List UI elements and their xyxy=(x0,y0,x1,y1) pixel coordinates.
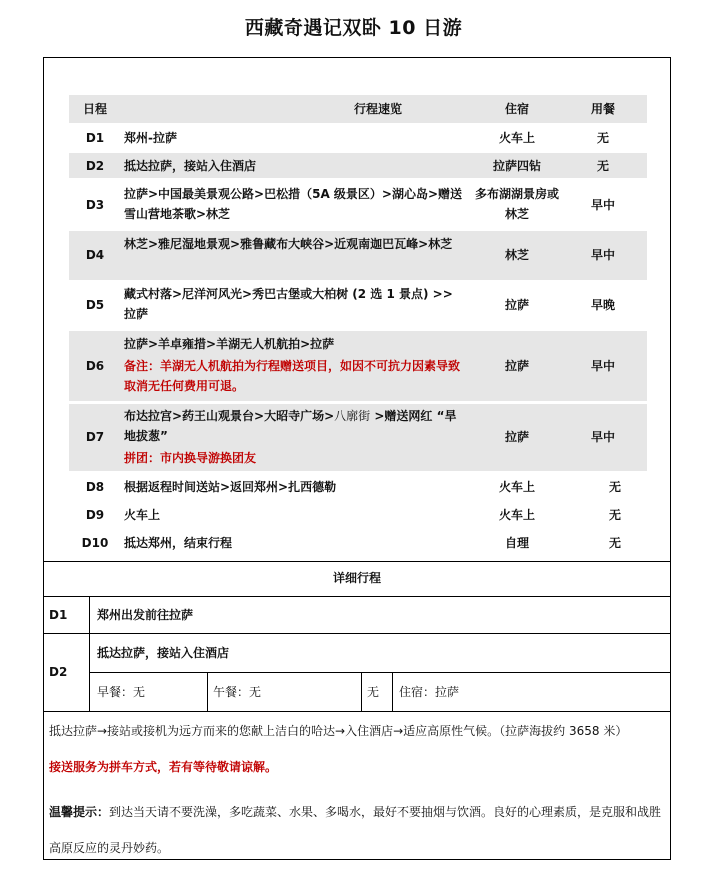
dinner-label: 无 xyxy=(367,685,380,699)
divider xyxy=(43,561,671,562)
row-meal: 早晚 xyxy=(590,298,615,312)
row-stay: 多布湖湖景房或林芝 xyxy=(474,187,559,221)
row-stay: 火车上 xyxy=(498,508,535,522)
row-note: 备注：羊湖无人机航拍为行程赠送项目，如因不可抗力因素导致取消无任何费用可退。 xyxy=(124,359,461,393)
row-meal: 无 xyxy=(596,159,609,173)
row-meal: 早中 xyxy=(590,359,615,373)
divider xyxy=(392,672,393,711)
tips-paragraph xyxy=(49,794,667,866)
row-stay: 自理 xyxy=(504,536,529,550)
row-desc-part: 布达拉宫>药王山观景台>大昭寺广场> xyxy=(124,409,335,423)
header-stay: 住宿 xyxy=(504,102,529,116)
row-day: D6 xyxy=(85,359,105,373)
row-desc: 拉萨>羊卓雍措>羊湖无人机航拍>拉萨 xyxy=(124,337,335,351)
row-stay: 拉萨四钻 xyxy=(492,159,541,173)
header-day: 日程 xyxy=(82,102,107,116)
row-desc: 抵达郑州，结束行程 xyxy=(124,536,233,550)
row-desc xyxy=(124,406,464,446)
divider xyxy=(43,633,671,634)
row-day: D2 xyxy=(85,159,105,173)
row-day: D10 xyxy=(81,536,109,550)
detail-day: D2 xyxy=(49,665,68,679)
row-desc: 根据返程时间送站>返回郑州>扎西德勒 xyxy=(124,480,337,494)
detail-paragraph: 抵达拉萨→接站或接机为远方而来的您献上洁白的哈达→入住酒店→适应高原性气候。（拉萨海拔约 3658 米） xyxy=(49,724,628,738)
detail-header: 详细行程 xyxy=(332,571,381,585)
detail-day-text: 郑州出发前往拉萨 xyxy=(97,608,194,622)
divider xyxy=(89,596,90,711)
divider xyxy=(43,596,671,597)
divider xyxy=(207,672,208,711)
row-desc: 林芝>雅尼湿地景观>雅鲁藏布大峡谷>近观南迦巴瓦峰>林芝 xyxy=(124,237,453,251)
shuttle-notice: 接送服务为拼车方式，若有等待敬请谅解。 xyxy=(49,760,278,774)
row-meal: 无 xyxy=(608,536,621,550)
row-desc: 拉萨>中国最美景观公路>巴松措（5A 级景区）>湖心岛>赠送雪山营地茶歌>林芝 xyxy=(124,187,463,221)
detail-day: D1 xyxy=(49,608,68,622)
row-day: D9 xyxy=(85,508,105,522)
row-meal: 无 xyxy=(608,480,621,494)
divider xyxy=(43,711,671,712)
row-day: D7 xyxy=(85,430,105,444)
row-desc: 火车上 xyxy=(124,508,161,522)
row-day: D3 xyxy=(85,198,105,212)
row-meal: 早中 xyxy=(590,430,615,444)
row-stay: 拉萨 xyxy=(504,359,529,373)
divider xyxy=(89,672,671,673)
row-stay: 拉萨 xyxy=(504,430,529,444)
row-note: 拼团：市内换导游换团友 xyxy=(124,451,257,465)
stay-label: 住宿：拉萨 xyxy=(399,685,460,699)
row-day: D1 xyxy=(85,131,105,145)
tips-text: 到达当天请不要洗澡，多吃蔬菜、水果、多喝水，最好不要抽烟与饮酒。良好的心理素质，是克服和战胜高原反应的灵丹妙药。 xyxy=(49,805,662,855)
row-desc: 郑州-拉萨 xyxy=(124,131,177,145)
row-desc-part: >赠送网红 “旱地拔葱” xyxy=(124,409,457,443)
detail-day-text: 抵达拉萨，接站入住酒店 xyxy=(97,646,230,660)
breakfast-label: 早餐：无 xyxy=(97,685,146,699)
divider xyxy=(361,672,362,711)
row-desc-part: 八廓街 xyxy=(334,409,371,423)
row-stay: 火车上 xyxy=(498,131,535,145)
lunch-label: 午餐：无 xyxy=(213,685,262,699)
header-desc: 行程速览 xyxy=(353,102,402,116)
row-day: D8 xyxy=(85,480,105,494)
row-stay: 火车上 xyxy=(498,480,535,494)
tips-label: 温馨提示： xyxy=(49,805,110,819)
row-day: D4 xyxy=(85,248,105,262)
row-meal: 无 xyxy=(596,131,609,145)
row-meal: 早中 xyxy=(590,248,615,262)
row-desc: 藏式村落>尼洋河风光>秀巴古堡或大柏树 (2 选 1 景点) >>拉萨 xyxy=(124,287,453,321)
row-meal: 无 xyxy=(608,508,621,522)
row-day: D5 xyxy=(85,298,105,312)
row-stay: 林芝 xyxy=(504,248,529,262)
row-stay: 拉萨 xyxy=(504,298,529,312)
header-meal: 用餐 xyxy=(590,102,615,116)
row-desc: 抵达拉萨，接站入住酒店 xyxy=(124,159,257,173)
page-title: 西藏奇遇记双卧 10 日游 xyxy=(244,17,463,39)
row-meal: 早中 xyxy=(590,198,615,212)
